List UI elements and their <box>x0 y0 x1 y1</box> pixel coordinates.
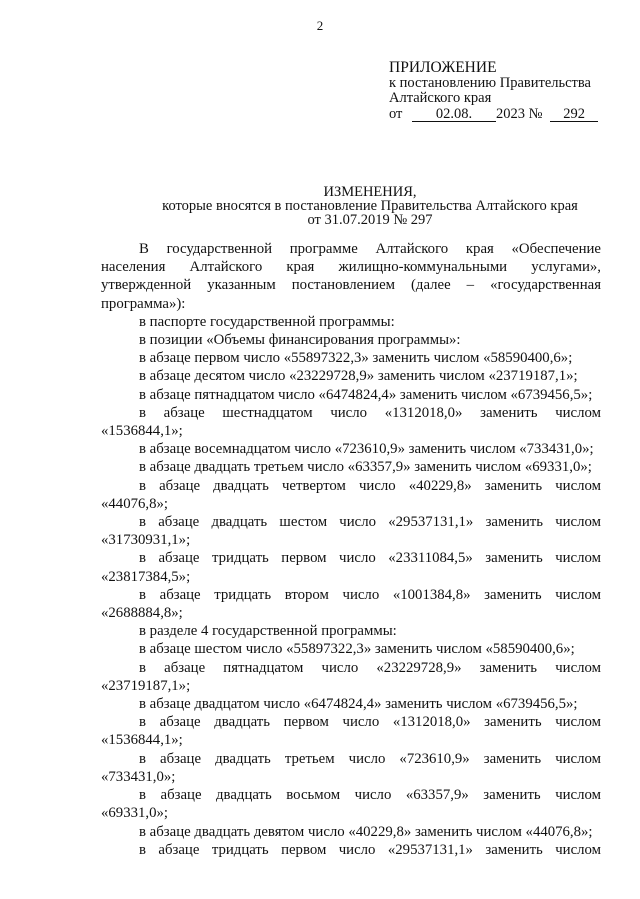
decree-number: 292 <box>550 107 598 122</box>
paragraph-line: в абзаце двадцать девятом число «40229,8» заменить числом «44076,8»; <box>139 823 593 840</box>
title-line: от 31.07.2019 № 297 <box>307 212 433 228</box>
paragraph-line: в абзаце двадцать первом число «1312018,0» заменить числом <box>139 714 601 731</box>
appendix-line: к постановлению Правительства <box>389 74 591 91</box>
paragraph-line: в абзаце двадцать четвертом число «40229,8» заменить числом <box>139 477 601 494</box>
paragraph-line: в абзаце пятнадцатом число «6474824,4» заменить числом «6739456,5»; <box>139 386 593 403</box>
document-title <box>0 185 640 227</box>
paragraph-line: утвержденной указанным постановлением (далее – «государственная <box>101 277 601 294</box>
paragraph-line: в абзаце восемнадцатом число «723610,9» заменить числом «733431,0»; <box>139 441 594 458</box>
paragraph-line: В государственной программе Алтайского края «Обеспечение <box>139 241 601 257</box>
document-body <box>101 240 601 859</box>
paragraph-line: «1536844,1»; <box>101 423 183 440</box>
paragraph-line: в абзаце первом число «55897322,3» заменить числом «58590400,6»; <box>139 350 573 367</box>
paragraph-line: «69331,0»; <box>101 805 168 822</box>
paragraph-line: в позиции «Объемы финансирования программы»: <box>139 332 461 349</box>
paragraph-line: в абзаце двадцать восьмом число «63357,9» заменить числом <box>139 787 601 804</box>
title-heading: ИЗМЕНЕНИЯ, <box>323 184 417 200</box>
paragraph-line: в абзаце двадцать шестом число «29537131,1» заменить числом <box>139 514 601 531</box>
paragraph-line: в абзаце тридцать первом число «23311084,5» заменить числом <box>139 550 601 567</box>
paragraph-line: «2688884,8»; <box>101 605 183 622</box>
paragraph-line: в абзаце двадцатом число «6474824,4» заменить числом «6739456,5»; <box>139 696 578 713</box>
date-prefix: от <box>389 105 403 122</box>
paragraph-line: в абзаце шестнадцатом число «1312018,0» заменить числом <box>139 404 601 421</box>
paragraph-line: в абзаце десятом число «23229728,9» заменить числом «23719187,1»; <box>139 368 578 385</box>
year-label: 2023 № <box>496 105 543 122</box>
page-number: 2 <box>316 18 324 33</box>
appendix-heading: ПРИЛОЖЕНИЕ <box>389 59 497 76</box>
paragraph-line: в абзаце двадцать третьем число «723610,9» заменить числом <box>139 750 601 767</box>
paragraph-line: населения Алтайского края жилищно-коммунальными услугами», <box>101 259 601 276</box>
appendix-line: Алтайского края <box>389 90 492 106</box>
paragraph-line: в абзаце тридцать втором число «1001384,8» заменить числом <box>139 586 601 603</box>
paragraph-line: «31730931,1»; <box>101 532 191 549</box>
paragraph-line: в паспорте государственной программы: <box>139 313 395 330</box>
title-line: которые вносятся в постановление Правительства Алтайского края <box>162 198 578 214</box>
appendix-date-line <box>389 107 629 123</box>
paragraph-line: «44076,8»; <box>101 495 168 512</box>
paragraph-line: в абзаце шестом число «55897322,3» заменить числом «58590400,6»; <box>139 641 575 658</box>
paragraph-line: «23817384,5»; <box>101 568 191 585</box>
appendix-block <box>389 60 629 122</box>
date-value: 02.08. <box>412 107 496 122</box>
paragraph-line: «1536844,1»; <box>101 732 183 749</box>
paragraph-line: в абзаце двадцать третьем число «63357,9» заменить числом «69331,0»; <box>139 459 592 476</box>
paragraph-line: в абзаце тридцать первом число «29537131,1» заменить числом <box>139 841 601 858</box>
paragraph-line: программа»): <box>101 295 186 312</box>
paragraph-line: в разделе 4 государственной программы: <box>139 623 397 640</box>
paragraph-line: в абзаце пятнадцатом число «23229728,9» заменить числом <box>139 659 601 676</box>
paragraph-line: «23719187,1»; <box>101 677 191 694</box>
paragraph-line: «733431,0»; <box>101 768 176 785</box>
